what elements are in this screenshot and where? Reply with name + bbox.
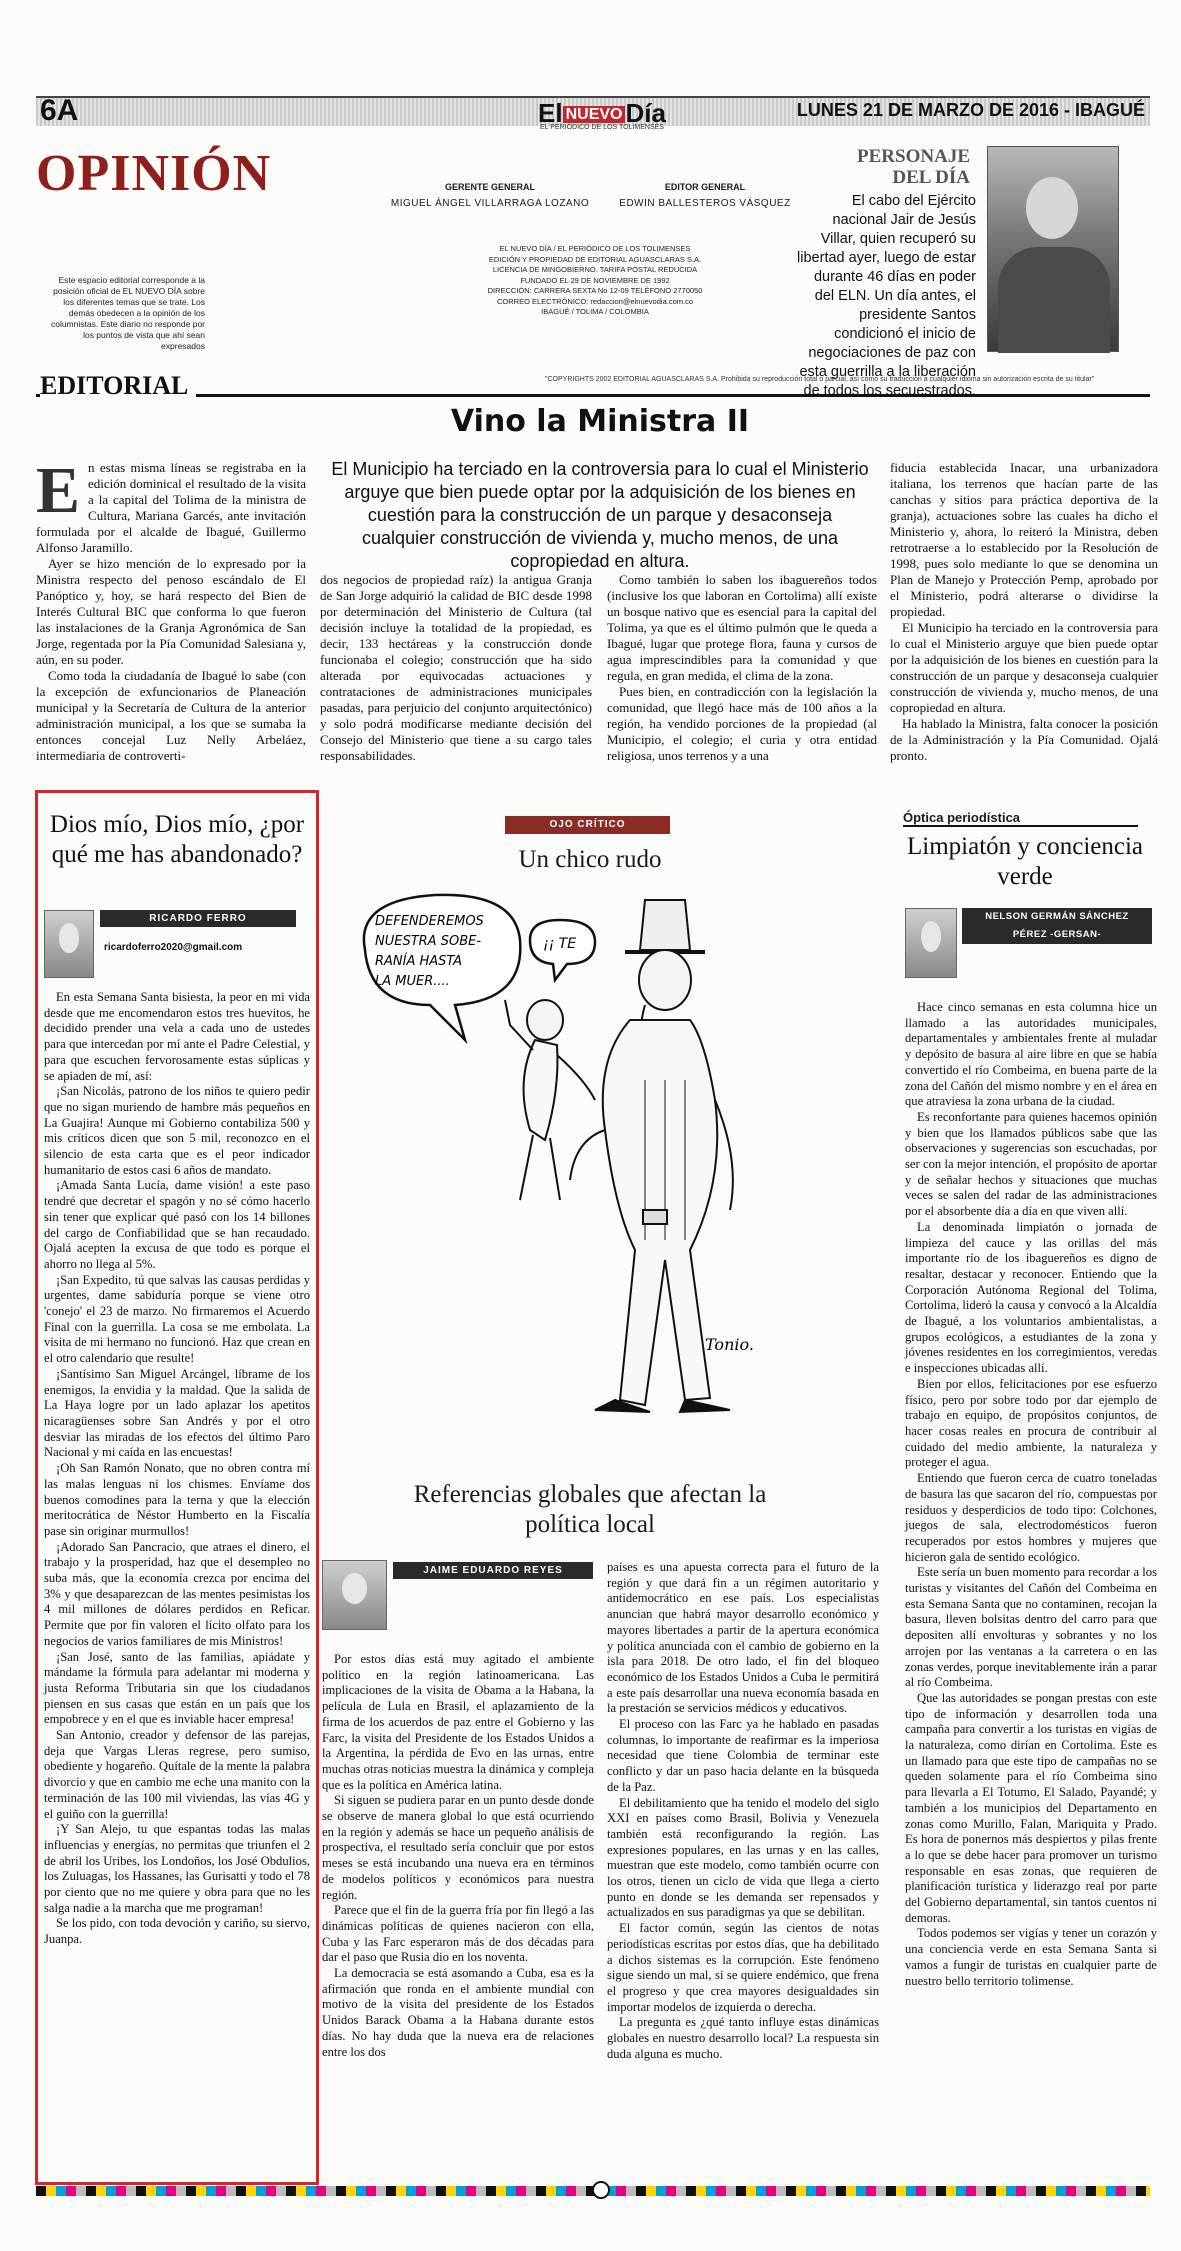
editor-label: EDITOR GENERAL: [664, 182, 746, 192]
sanchez-title: Limpiatón y conciencia verde: [906, 833, 1144, 890]
intro-note: Este espacio editorial corresponde a la posición oficial de EL NUEVO DÍA sobre los diferentes temas que se trate. Los demás obedecen a la opinión de los columnistas. Este diario no responde por los puntos de vista que ahí sean expresados: [50, 275, 205, 351]
editorial-col-4: fiducia establecida Inacar, una urbanizadora italiana, los terrenos que hacían parte de las canchas y sitios para práctica deportiva de la granja), actuaciones sobre las cuales ha dicho el Ministerio y, ahora, lo reiteró la Ministra, deben retrotraerse a lo establecido por la Resolución de 1998, pues solo mediante lo que se denomina un Plan de Manejo y Protección Pemp, aprobado por el Ministerio, podrá alterarse o dividirse la propiedad. El Municipio ha terciado en la controversia para lo cual el Ministerio arguye que bien puede optar por la adquisición de los bienes en cuestión para la construcción de un parque y desaconseja cualquier construcción de vivienda y, mucho menos, de una copropiedad en altura. Ha hablado la Ministra, falta conocer la posición de la Administración y la Pía Comunidad. Ojalá pronto.: [890, 460, 1158, 763]
reyes-title: Referencias globales que afectan la política local: [413, 1481, 767, 1538]
editorial-col-3: Como también lo saben los ibaguereños todos (inclusive los que laboran en Cortolima) allí existe un bosque nativo que es esencial para la capital del Tolima, ya que es el último pulmón que le queda a Ibagué, lugar que protege flora, fauna y cursos de agua imprescindibles para la comunidad y que regula, en gran medida, el clima de la zona. Pues bien, en contradicción con la legislación la comunidad, que llegó hace más de 100 años a la región, ha vendido porciones de la propiedad (al Municipio, el colegio; el curia y otra entidad religiosa, unos terrenos y a una: [607, 572, 877, 763]
sanchez-byline: NELSON GERMÁN SÁNCHEZ PÉREZ -GERSAN-: [962, 908, 1152, 944]
ferro-avatar: [44, 910, 94, 978]
newspaper-logo: El NUEVO Día: [538, 98, 666, 128]
optica-label: Óptica periodística: [903, 810, 1138, 827]
cartoonist-signature: Tonio.: [705, 1335, 754, 1354]
editorial-col-2: dos negocios de propiedad raíz) la antigua Granja de San Jorge adquirió la calidad de BIC desde 1998 por determinación del Ministerio de Cultura (tal decisión incluye la totalidad de la propiedad, es decir, 133 hectáreas y la construcción donde funcionaba el colegio; construcción que ha sido alterada por equivocadas actuaciones y contrataciones de administraciones municipales pasadas, para perjuicio del conjunto arquitectónico) y solo podrá modificarse mediante decisión del Consejo del Ministerio que tiene a su cargo tales responsabilidades.: [320, 572, 592, 763]
logo-tagline: EL PERIÓDICO DE LOS TOLIMENSES: [540, 124, 664, 131]
sanchez-avatar: [905, 908, 957, 978]
copyright-note: "COPYRIGHTS 2002 EDITORIAL AGUASCLARAS S.A. Prohibida su reproducción total o parcial, así como su traducción a cualquier idioma sin autorización escrita de su titular": [545, 376, 1095, 383]
section-title: OPINIÓN: [36, 145, 272, 202]
gm-label: GERENTE GENERAL: [444, 182, 535, 192]
ojo-critico-label: OJO CRÍTICO: [505, 816, 670, 834]
gm-name: MIGUEL ÁNGEL VILLARRAGA LOZANO: [390, 198, 590, 209]
editorial-headline: Vino la Ministra II: [450, 404, 750, 439]
photo-head-shape: [1026, 177, 1078, 239]
reyes-col-1: Por estos días está muy agitado el ambiente político en la región latinoamericana. Las implicaciones de la visita de Obama a la Habana, la película de Lula en Brasil, el aplazamiento de la firma de los acuerdos de paz entre el Gobierno y las Farc, la visita del Presidente de los Estados Unidos a la Argentina, la pérdida de Evo en las urnas, entre muchas otras noticias muestra la dinámica y compleja que es la política en América latina. Si siguen se pudiera parar en un punto desde donde se observe de manera global lo que está ocurriendo en la región y además se hace un pequeño análisis de prospectiva, el resultado sería concluir que por estos meses se está incubando una nueva era en términos de modelos políticos y económicos para nuestra región. Parece que el fin de la guerra fría por fin llegó a las dinámicas políticas de quienes nacieron con ella, Cuba y las Farc esperaron más de dos décadas para dar el paso que Rusia dio en los noventa. La democracia se está asomando a Cuba, esa es la afirmación que ronda en el ambiente mundial con motivo de la visita del presidente de los Estados Unidos Barack Obama a la Habana durante estos días. No hay duda que la nueva era de relaciones entre los dos: [322, 1652, 594, 2059]
sanchez-body: Hace cinco semanas en esta columna hice un llamado a las autoridades municipales, departamentales y ambientales frente al muladar y depósito de basura al aire libre en que se había convertido el río Combeima, en buena parte de la zona del Cañón del mismo nombre y en el área en que atraviesa la zona urbana de la ciudad. Es reconfortante para quienes hacemos opinión y bien que los llamados públicos sabe que las observaciones y sugerencias son escuchadas, por ser con la mejor intención, el propósito de aportar y de señalar hechos y situaciones que muchas veces se salen del radar de las administraciones por el absorbente día a día en que viven allí. La denominada limpiatón o jornada de limpieza del cauce y las orillas del más importante río de los ibaguereños es digno de resaltar, destacar y reconocer. Entiendo que la Corporación Autónoma Regional del Tolima, Cortolima, lideró la causa y convocó a la Alcaldía de Ibagué, a los voluntarios ambientalistas, a grupos ecológicos, a estudiantes de la zona y jóvenes residentes en los corregimientos, veredas e inspecciones ubicadas allí. Bien por ellos, felicitaciones por ese esfuerzo físico, pero por sobre todo por dar ejemplo de trabajo en equipo, de propósitos conjuntos, de hacer cosas reales en procura de contribuir al cuidado del medio ambiente, la naturaleza y proteger el agua. Entiendo que fueron cerca de cuatro toneladas de basura las que sacaron del río, compuestas por residuos y desperdicios de todo tipo: Colchones, juegos de sala, electrodomésticos fueron recuperados por estos hombres y mujeres que hicieron gala de sentido ecológico. Este sería un buen momento para recordar a los turistas y visitantes del Cañón del Combeima en esta Semana Santa que no contaminen, recojan la basura, lleven bolsitas dentro del carro para que depositen allí envolturas y sobrantes y no los arrojen por las ventanas a la carretera o en las zonas verdes, porque inevitablemente irán a parar al río Combeima. Que las autoridades se pongan prestas con este tipo de información y desarrollen toda una campaña para convertir a los turistas en vigías de la naturaleza, como dirían en Cortolima. Este es un llamado para que este tipo de campañas no se queden solamente para el río Combeima sino para llevarla a El Totumo, El Salado, Payandé; y también a los municipios del Departamento en zonas como Murillo, Falan, Mariquita y Prado. Es hora de ponernos más despiertos y pilas frente a lo que se debe hacer para promover un turismo responsable en esas zonas, que requieren de planificación turística y liderazgo real por parte del Gobierno departamental, sin tantos cuentos ni demoras. Todos podemos ser vigías y tener un corazón y una conciencia verde en esta Semana Santa si vamos a fungir de turistas en cualquier parte de nuestro bello territorio tolimense.: [905, 1000, 1157, 1988]
reyes-col-2: países es una apuesta correcta para el futuro de la región y que dará fin a un régimen autoritario y antidemocrático en ese país. Los especialistas anuncian que habrá mayor desarrollo económico y mayores libertades a partir de la apertura económica y política anunciada con el cambio de gobierno en la isla para 2018. De otro lado, el fin del bloqueo económico de los Estados Unidos a Cuba le permitirá a este país desarrollar una nueva economía basada en la prestación se servicios médicos y educativos. El proceso con las Farc ya he hablado en pasadas columnas, lo importante de reafirmar es la imperiosa necesidad que tiene Colombia de terminar este conflicto y dar un paso hacia delante en la búsqueda de la Paz. El debilitamiento que ha tenido el modelo del siglo XXI en países como Brasil, Bolivia y Venezuela también está reconfigurando la región. Las expresiones populares, en las urnas y en las calles, muestran que este modelo, como también ocurre con los otros, tienen un ciclo de vida que llega a cierto punto en donde se les demanda ser repensados y actualizados en sus paradigmas ya que se debilitan. El factor común, según las cientos de notas periodísticas escritas por estos días, que ha debilitado a dichos sistemas es la corrupción. Este fenómeno sigue siendo un mal, si se quiere endémico, que frena el progreso y que crea mayores desigualdades sin importar modelos de izquierda o derecha. La pregunta es ¿qué tanto influye estas dinámicas globales en nuestro desarrollo local? La respuesta sin duda alguna es mucho.: [607, 1560, 879, 2061]
small-figure: [505, 1000, 595, 1200]
personaje-text: El cabo del Ejército nacional Jair de Jesús Villar, quien recuperó su libertad ayer, luego de estar durante 46 días en poder del ELN. Un día antes, el presidente Santos condicionó el inicio de negociaciones de paz con esta guerrilla a la liberación de todos los secuestrados.: [797, 193, 976, 399]
editorial-deck: El Municipio ha terciado en la controversia para lo cual el Ministerio arguye que bien puede optar por la adquisición de los bienes en cuestión para la construcción de un parque y desaconseja cualquier construcción de vivienda y, mucho menos, de una copropiedad en altura.: [331, 459, 869, 571]
ferro-byline: RICARDO FERRO: [100, 910, 296, 927]
political-cartoon: [345, 880, 845, 1450]
registration-mark-icon: [592, 2181, 610, 2199]
bubble-2-text: ¡¡ TE: [543, 936, 577, 952]
editorial-rule: [36, 371, 1150, 397]
editorial-label: EDITORIAL: [40, 371, 196, 401]
page-number: 6A: [40, 94, 79, 127]
reyes-avatar: [322, 1560, 387, 1630]
reyes-byline: JAIME EDUARDO REYES: [393, 1562, 593, 1579]
ferro-body: En esta Semana Santa bisiesta, la peor en mi vida desde que me encomendaron estos tres huevitos, he decidido prender una vela a cada uno de ustedes para que intercedan por mí ante el Padre Celestial, y para que escuchen fervorosamente estas súplicas y se apiaden de mí, así: ¡San Nicolás, patrono de los niños te quiero pedir que no sigan muriendo de hambre más pequeños en La Guajira! Aunque mi Gobierno contabiliza 500 y mis críticos dicen que son 5 mil, reconozco en el silencio de esta carta que es el peor indicador humanitario de estos casi 6 años de mandato. ¡Amada Santa Lucía, dame visión! a este paso tendré que decretar el spagón y no sé cómo hacerlo sin tener que explicar qué pasó con los 14 billones del cargo de Confiabilidad que se han recaudado. Ojalá acepten la excusa de que todo es porque el ahorro no llega al 5%. ¡San Expedito, tú que salvas las causas perdidas y urgentes, dame sabiduría porque se viene otro 'conejo' el 23 de marzo. No firmaremos el Acuerdo Final con la guerrilla. La cosa se me embolata. La visita de mi hermano no funcionó. Haz que crean en el otro calendario que resulte! ¡Santísimo San Miguel Arcángel, líbrame de los enemigos, la envidia y la maldad. Que la salida de La Haya logre por un lado aplazar los apetitos nicaragüenses sobre San Andrés y por el otro desviar las miradas de los efectos del último Paro Nacional y mi caída en las encuestas! ¡Oh San Ramón Nonato, que no obren contra mí las malas lenguas ni los chismes. Envíame dos buenos comodines para la terna y que la elección meritocrática de Néstor Humberto en la Fiscalía pase sin originar murmullos! ¡Adorado San Pancracio, que atraes el dinero, el trabajo y la prosperidad, haz que el desempleo no suba más, que la economía crezca por encima del 3% y que desaparezcan de las mentes pesimistas los 4 mil millones de dólares perdidos en Reficar. Permite que por fin valoren el lícito olfato para los negocios de varios familiares de mis Ministros! ¡San José, santo de las familias, apiádate y mándame la fórmula para adelantar mi moderna y justa Reforma Tributaria sin que los ciudadanos piensen en sus casas que están en un país que los empobrece y en el que es inviable hacer empresa! San Antonio, creador y defensor de las parejas, deja que Vargas Lleras regrese, pero sumiso, obediente y hogareño. Quítale de la mente la palabra divorcio y que en cambio me eche una manito con la terminación de las 100 mil viviendas, las vías 4G y el guiño con la guerrilla! ¡Y San Alejo, tu que espantas todas las malas influencias y energías, no permitas que triunfen el 2 de abril los Uribes, los Londoños, los José Obdulios, los Zuluagas, los Hassanes, las Gurisatti y todo el 78 por ciento que no me quiere y obra para que no les salga nadie a la marcha que me programan! Se los pido, con toda devoción y cariño, su siervo, Juanpa.: [44, 990, 310, 1947]
photo-body-shape: [998, 247, 1110, 353]
bubble-1-text: DEFENDEREMOS NUESTRA SOBE- RANÍA HASTA LA MUER....: [375, 914, 484, 989]
editorial-col-1: E n estas misma líneas se registraba en la edición dominical el resultado de la visita a la capital del Tolima de la ministra de Cultura, Mariana Garcés, ante invitación formulada por el alcalde de Ibagué, Guillermo Alfonso Jaramillo. Ayer se hizo mención de lo expresado por la Ministra respecto del penoso escándalo de El Panóptico y, hoy, se hará respecto del Bien de Interés Cultural BIC que conforma lo que fueron las instalaciones de la Granja Agronómica de San Jorge, regentada por la Pía Comunidad Salesiana y, aún, en su poder. Como toda la ciudadanía de Ibagué lo sabe (con la excepción de exfuncionarios de Planeación municipal y la Secretaría de Cultura de la anterior administración municipal, a los que se sumaba la entonces concejal Luz Nelly Arbeláez, intermediaria de controverti-: [36, 454, 306, 763]
editor-name: EDWIN BALLESTEROS VÁSQUEZ: [619, 198, 791, 209]
issue-date: LUNES 21 DE MARZO DE 2016 - IBAGUÉ: [796, 100, 1145, 120]
personaje-title: PERSONAJE DEL DÍA: [857, 146, 970, 188]
ferro-title: Dios mío, Dios mío, ¿por qué me has abandonado?: [49, 811, 305, 868]
masthead-info: EL NUEVO DÍA / EL PERIÓDICO DE LOS TOLIMENSES EDICIÓN Y PROPIEDAD DE EDITORIAL AGUASCLARAS S.A. LICENCIA DE MINGOBIERNO. TARIFA POSTAL REDUCIDA FUNDADO EL 29 DE NOVIEMBRE DE 1992 DIRECCIÓN: CARRERA SEXTA No 12-09 TELÉFONO 2770050 CORREO ELECTRÓNICO: redaccion@elnuevodia.com.co IBAGUÉ / TOLIMA / COLOMBIA: [487, 244, 703, 316]
cartoon-title: Un chico rudo: [518, 846, 662, 873]
drop-cap: E: [36, 454, 81, 527]
ferro-email: ricardoferro2020@gmail.com: [104, 942, 243, 953]
personaje-photo: [987, 146, 1119, 352]
